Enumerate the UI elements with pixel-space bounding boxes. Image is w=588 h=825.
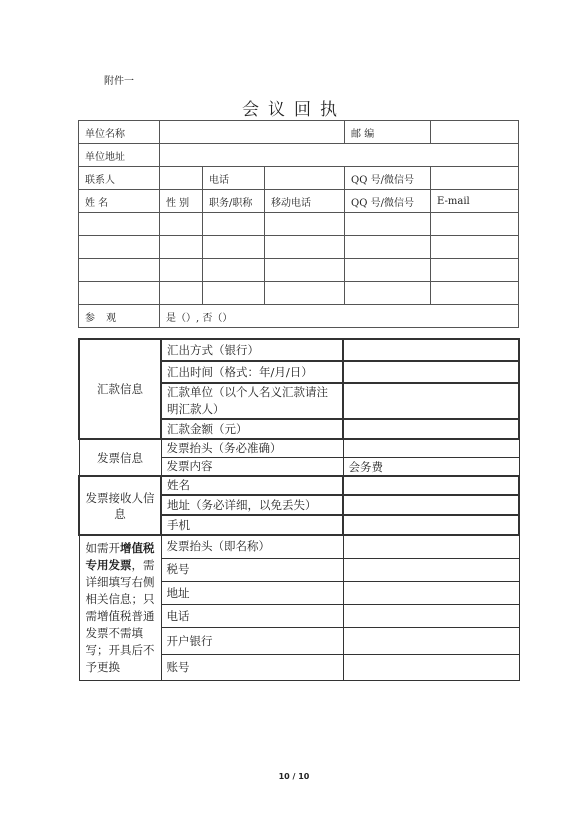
receiver-address-label: 地址（务必详细，以免丢失）	[161, 495, 343, 515]
payment-invoice-table	[78, 338, 520, 681]
vat-bank-field[interactable]	[343, 628, 519, 654]
invoice-title-label: 发票抬头（务必准确）	[161, 439, 343, 458]
vat-bank-label: 开户银行	[161, 628, 343, 654]
receiver-group-label: 发票接收人信息	[79, 476, 161, 535]
invoice-content-value: 会务费	[343, 458, 519, 477]
remit-time-label: 汇出时间（格式：年/月/日）	[161, 361, 343, 383]
header-qq: QQ 号/微信号	[345, 190, 431, 213]
vat-account-label: 账号	[161, 654, 343, 680]
remit-group-label: 汇款信息	[79, 339, 161, 439]
vat-tax-id-field[interactable]	[343, 558, 519, 581]
phone-label: 电话	[203, 167, 265, 190]
unit-address-label: 单位地址	[79, 144, 160, 167]
remit-unit-label: 汇款单位（以个人名义汇款请注明汇款人）	[161, 383, 343, 419]
header-email: E-mail	[431, 190, 519, 213]
remit-unit-field[interactable]	[343, 383, 519, 419]
visit-options[interactable]: 是（）, 否（）	[160, 305, 519, 328]
invoice-title-field[interactable]	[343, 439, 519, 458]
vat-account-field[interactable]	[343, 654, 519, 680]
invoice-content-label: 发票内容	[161, 458, 343, 477]
receiver-name-label: 姓名	[161, 476, 343, 495]
participant-row	[79, 236, 519, 259]
remit-time-field[interactable]	[343, 361, 519, 383]
receiver-mobile-label: 手机	[161, 515, 343, 535]
header-name: 姓 名	[79, 190, 160, 213]
phone-field[interactable]	[265, 167, 345, 190]
vat-title-label: 发票抬头（即名称）	[161, 535, 343, 558]
vat-tax-id-label: 税号	[161, 558, 343, 581]
basic-info-table	[78, 120, 519, 328]
invoice-group-label: 发票信息	[79, 439, 161, 476]
contact-label: 联系人	[79, 167, 160, 190]
vat-address-label: 地址	[161, 581, 343, 604]
unit-name-field[interactable]	[160, 121, 345, 144]
receiver-name-field[interactable]	[343, 476, 519, 495]
contact-field[interactable]	[160, 167, 203, 190]
form-title: 会议回执	[242, 100, 346, 120]
participant-row	[79, 259, 519, 282]
header-gender: 性 别	[160, 190, 203, 213]
qq-wechat-field[interactable]	[431, 167, 519, 190]
header-position: 职务/职称	[203, 190, 265, 213]
vat-note: 如需开增值税专用发票，需详细填写右侧相关信息；只需增值税普通发票不需填写；开具后不予更换	[79, 535, 161, 681]
receiver-mobile-field[interactable]	[343, 515, 519, 535]
vat-phone-field[interactable]	[343, 605, 519, 628]
remit-amount-label: 汇款金额（元）	[161, 419, 343, 439]
participant-row	[79, 213, 519, 236]
postcode-field[interactable]	[431, 121, 519, 144]
unit-address-field[interactable]	[160, 144, 519, 167]
page-number: 10 / 10	[278, 772, 310, 781]
remit-method-label: 汇出方式（银行）	[161, 339, 343, 361]
header-mobile: 移动电话	[265, 190, 345, 213]
qq-wechat-label: QQ 号/微信号	[345, 167, 431, 190]
vat-phone-label: 电话	[161, 605, 343, 628]
postcode-label: 邮 编	[345, 121, 431, 144]
vat-title-field[interactable]	[343, 535, 519, 558]
receiver-address-field[interactable]	[343, 495, 519, 515]
remit-method-field[interactable]	[343, 339, 519, 361]
remit-amount-field[interactable]	[343, 419, 519, 439]
attachment-label: 附件一	[104, 76, 134, 87]
visit-label: 参 观	[79, 305, 160, 328]
vat-address-field[interactable]	[343, 581, 519, 604]
participant-row	[79, 282, 519, 305]
unit-name-label: 单位名称	[79, 121, 160, 144]
